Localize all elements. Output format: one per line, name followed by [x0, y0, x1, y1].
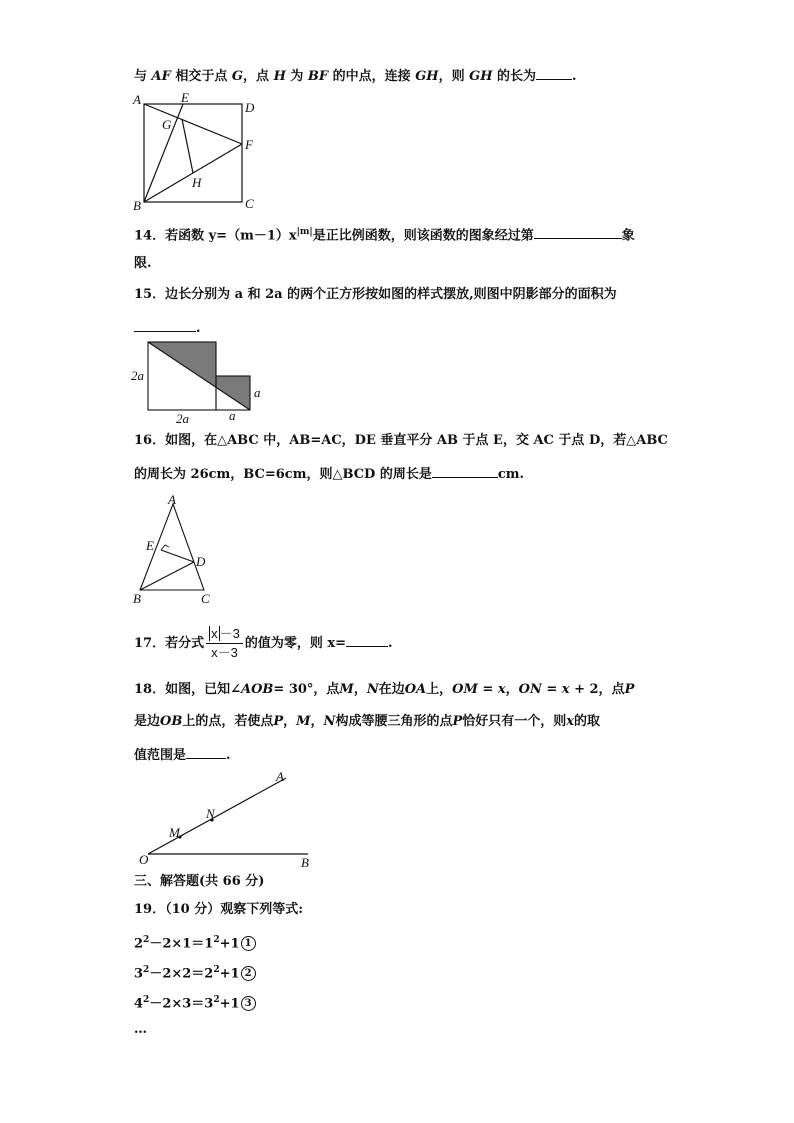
q18-line1: 18．如图，已知∠AOB= 30°，点M，N在边OA上，OM = x，ON = x + 2，点P	[134, 682, 635, 697]
q16-line2: 的周长为 26cm，BC=6cm，则△BCD 的周长是 cm.	[134, 464, 524, 484]
label-D: D	[245, 100, 255, 115]
answer-blank[interactable]	[186, 745, 226, 759]
section-title: 三、解答题(共 66 分)	[134, 874, 265, 889]
q15-line2: .	[134, 318, 201, 338]
q14-line1: 14．若函数 $y=(m-1)x^{|m|}$是正比例函数，则该函数的图象经过第 象	[134, 227, 635, 244]
label-O: O	[139, 852, 149, 867]
q15-line1: 15．边长分别为 a 和 2a 的两个正方形按如图的样式摆放,则图中阴影部分的面积为	[134, 287, 617, 302]
label-B: B	[301, 855, 309, 870]
q17-line: 17．若分式 $\frac{x -3}{x-3}$ 的值为零，则 x= .	[134, 626, 393, 660]
label-M: M	[169, 825, 180, 840]
q16-line1: 16．如图，在△ABC 中，AB=AC，DE 垂直平分 AB 于点 E，交 AC 于点 D，若△ABC	[134, 433, 668, 448]
q18-line3: 值范围是 .	[134, 745, 231, 765]
q19-equation-2: $3^2-2\times 2=2^2+1$ 2	[134, 961, 256, 983]
q13-tail-text: 与 AF 相交于点 G，点 H 为 BF 的中点，连接 GH，则 GH 的长为 .	[134, 66, 577, 86]
label-a-right: a	[254, 385, 261, 400]
label-A: A	[133, 92, 141, 107]
label-A: A	[276, 769, 284, 784]
fraction: $\frac{x -3}{x-3}$	[206, 625, 243, 662]
label-C: C	[201, 591, 210, 606]
label-D: D	[196, 554, 206, 569]
q19-equation-3: $4^2-2\times 3=3^2+1$ 3	[134, 991, 256, 1013]
label-B: B	[133, 591, 141, 606]
label-B: B	[133, 198, 141, 213]
figure-square-abcd	[128, 92, 268, 214]
label-a-bottom: a	[229, 408, 236, 423]
answer-blank[interactable]	[134, 318, 196, 332]
figure-angle-aob	[134, 770, 324, 870]
q19-ellipsis: …	[134, 1022, 147, 1037]
label-A: A	[168, 492, 176, 507]
q18-line2: 是边OB上的点，若使点P，M，N构成等腰三角形的点P恰好只有一个，则x的取	[134, 714, 601, 729]
answer-blank[interactable]	[534, 225, 622, 239]
label-F: F	[245, 137, 253, 152]
answer-blank[interactable]	[432, 464, 498, 478]
q19-equation-1: $2^2-2\times 1=1^2+1$ 1	[134, 931, 256, 953]
label-2a-left: 2a	[131, 368, 144, 383]
label-E: E	[181, 90, 189, 105]
figure-triangle-abc	[128, 494, 228, 606]
label-C: C	[245, 196, 254, 211]
answer-blank[interactable]	[536, 66, 572, 80]
label-N: N	[206, 806, 215, 821]
label-2a-bottom: 2a	[176, 411, 189, 426]
label-E: E	[146, 538, 154, 553]
label-H: H	[192, 175, 202, 190]
label-G: G	[162, 117, 172, 132]
figure-two-squares	[128, 336, 278, 426]
answer-blank[interactable]	[346, 633, 388, 647]
q19-intro: 19．（10 分）观察下列等式:	[134, 902, 304, 917]
q14-line2: 限.	[134, 256, 152, 271]
